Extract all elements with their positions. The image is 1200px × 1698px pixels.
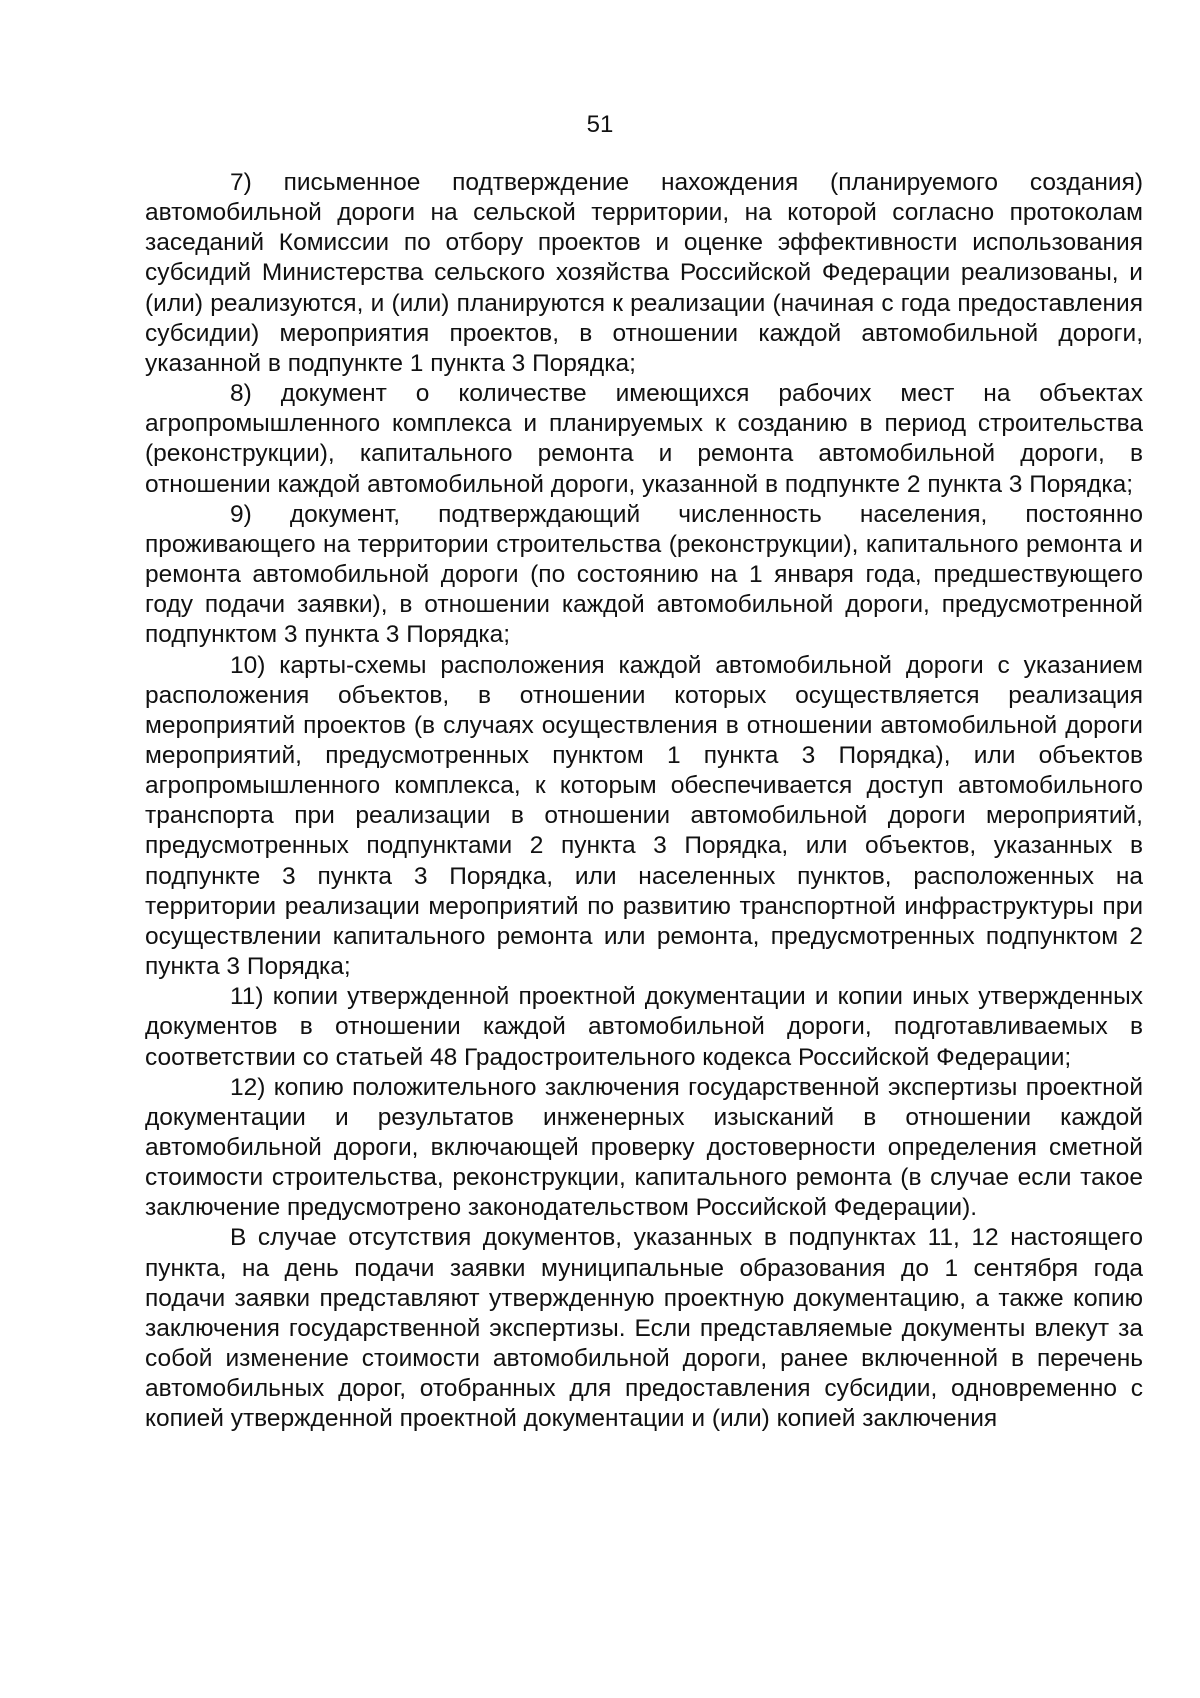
document-body: [145, 168, 1143, 1435]
paragraph-missing-documents: В случае отсутствия документов, указанных в подпунктах 11, 12 настоящего пункта, на день подачи заявки муниципальные образования до 1 сентября года подачи заявки представляют утвержденную проектную документацию, а также копию заключения государственной экспертизы. Если представляемые документы влекут за собой изменение стоимости автомобильной дороги, ранее включенной в перечень автомобильных дорог, отобранных для предоставления субсидии, одновременно с копией утвержденной проектной документации и (или) копией заключения: [145, 1224, 1143, 1433]
paragraph-item-10: 10) карты-схемы расположения каждой автомобильной дороги с указанием расположения объектов, в отношении которых осуществляется реализация мероприятий проектов (в случаях осуществления в отношении автомобильной дороги мероприятий, предусмотренных пунктом 1 пункта 3 Порядка), или объектов агропромышленного комплекса, к которым обеспечивается доступ автомобильного транспорта при реализации в отношении автомобильной дороги мероприятий, предусмотренных подпунктами 2 пункта 3 Порядка, или объектов, указанных в подпункте 3 пункта 3 Порядка, или населенных пунктов, расположенных на территории реализации мероприятий по развитию транспортной инфраструктуры при осуществлении капитального ремонта или ремонта, предусмотренных подпунктом 2 пункта 3 Порядка;: [145, 651, 1143, 981]
page-number: 51: [586, 111, 614, 138]
paragraph-item-8: 8) документ о количестве имеющихся рабочих мест на объектах агропромышленного комплекса и планируемых к созданию в период строительства (реконструкции), капитального ремонта и ремонта автомобильной дороги, в отношении каждой автомобильной дороги, указанной в подпункте 2 пункта 3 Порядка;: [145, 380, 1143, 498]
paragraph-item-11: 11) копии утвержденной проектной документации и копии иных утвержденных документов в отношении каждой автомобильной дороги, подготавливаемых в соответствии со статьей 48 Градостроительного кодекса Российской Федерации;: [145, 983, 1143, 1071]
paragraph-item-9: 9) документ, подтверждающий численность населения, постоянно проживающего на территории строительства (реконструкции), капитального ремонта и ремонта автомобильной дороги (по состоянию на 1 января года, предшествующего году подачи заявки), в отношении каждой автомобильной дороги, предусмотренной подпунктом 3 пункта 3 Порядка;: [145, 500, 1143, 649]
paragraph-item-7: 7) письменное подтверждение нахождения (планируемого создания) автомобильной дороги на сельской территории, на которой согласно протоколам заседаний Комиссии по отбору проектов и оценке эффективности использования субсидий Министерства сельского хозяйства Российской Федерации реализованы, и (или) реализуются, и (или) планируются к реализации (начиная с года предоставления субсидии) мероприятия проектов, в отношении каждой автомобильной дороги, указанной в подпункте 1 пункта 3 Порядка;: [145, 169, 1143, 377]
paragraph-item-12: 12) копию положительного заключения государственной экспертизы проектной документации и результатов инженерных изысканий в отношении каждой автомобильной дороги, включающей проверку достоверности определения сметной стоимости строительства, реконструкции, капитального ремонта (в случае если такое заключение предусмотрено законодательством Российской Федерации).: [145, 1073, 1143, 1222]
